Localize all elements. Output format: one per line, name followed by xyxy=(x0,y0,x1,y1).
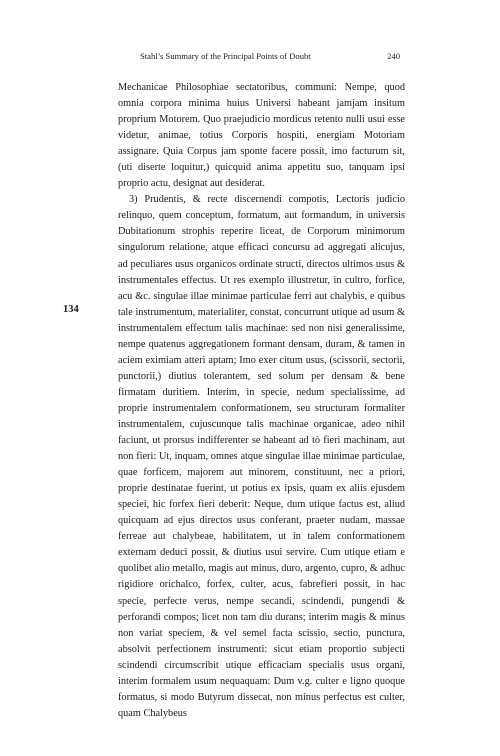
running-title: Stahl’s Summary of the Principal Points of Doubt xyxy=(140,51,311,61)
margin-page-reference: 134 xyxy=(63,304,79,315)
paragraph-1: Mechanicae Philosophiae sectatoribus, communi: Nempe, quod omnia corpora minima huius Universi habeant jamjam insitum proprium Motorem. Quo praejudicio mordicus retento nulli usui esse videtur, animae, totius Corporis hospiti, energiam Motoriam assignare. Quia Corpus jam sponte facere possit, imo facturum sit, (uti diserte loquitur,) quicquid anima appetitu suo, tanquam ipsi proprio actu, designat aut desiderat. xyxy=(118,82,405,190)
paragraph-2: 3) Prudentis, & recte discernendi compotis, Lectoris judicio relinquo, quem conceptum, formatum, aut formandum, in universis Dubitationum strophis reperire liceat, de Corporum minimorum singulorum relatione, atque efficaci concursu ad aggregati alicujus, ad peculiares usus organicos ordinate structi, directos ultimos usus & instrumentales effectus. Ut res exemplo illustretur, in cultro, forfice, acu &c. singulae illae minimae particulae ferri aut chalybis, e quibus tale instrumentum, materialiter, constat, concurrunt utique ad usum & instrumentalem effectum talis machinae: sed non nisi generalissime, nempe quatenus aggregationem formant densam, duram, & tamen in aciem eximiam atteri aptam; Imo exer citum usus, (scissorii, sectorii, punctorii,) diutius tolerantem, sed solum per densam & bene firmatam duritiem. Interim, in specie, nedum specialissime, ad proprie instrumentalem conformationem, seu structuram formaliter instrumentalem, cujuscunque talis machinae organicae, adeo nihil faciunt, ut prorsus indifferenter se habeant ad tò fieri machinam, aut non fieri: Ut, inquam, omnes atque singulae illae minimae particulae, quae forficem, majorem aut minorem, constituunt, nec a priori, proprie destinatae fuerint, ut potius ex ipsis, quam ex aliis ejusdem speciei, hic forfex fieri deberit: Neque, dum utique factus est, aliud quicquam ad ejus directos usus conferant, praeter nudam, massae ferreae aut chalybeae, habilitatem, ut in talem conformationem externam deduci possit, & diutius usui servire. Cum utique etiam e quolibet alio metallo, magis aut minus, duro, argento, cupro, & adhuc rigidiore orichalco, forfex, culter, acus, fabrefieri possit, in hac specie, perfecte verus, nempe secandi, scindendi, pungendi & perforandi compos; licet non tam diu durans; interim magis & minus non variat speciem, & vel semel facta scissio, sectio, punctura, absolvit perfectionem instrumenti: sicut etiam proportio subjecti scindendi circumscribit utique efficaciam specialis usus organi, interim formalem usum nequaquam: Dum v.g. culter e ligno quoque formatus, si modo Butyrum dissecat, non minus perfectus est culter, quam Chalybeus xyxy=(118,194,405,719)
page-number: 240 xyxy=(387,51,400,61)
body-text xyxy=(118,80,405,722)
